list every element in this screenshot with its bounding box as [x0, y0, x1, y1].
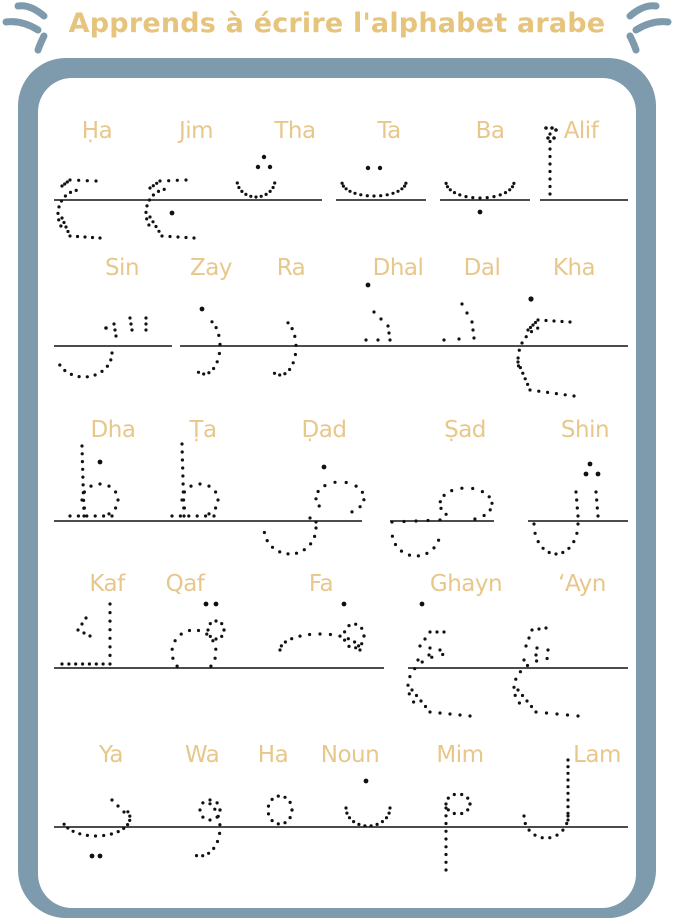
letter-label-dal: Dal — [463, 255, 501, 281]
traced-letter-noun — [344, 779, 391, 828]
letter-label-fa: Fa — [308, 571, 334, 597]
traced-letter-zay — [197, 307, 222, 376]
letter-label-qaf: Qaf — [165, 571, 205, 597]
letter-label-ya: Ya — [99, 742, 123, 768]
traced-letter-ayn — [512, 626, 579, 717]
letter-label-ra: Ra — [276, 255, 306, 281]
traced-letter-jim — [144, 178, 195, 239]
letter-label-ha: Ha — [257, 742, 289, 768]
letter-label-noun: Noun — [320, 742, 380, 768]
traced-letter-ra — [273, 321, 298, 376]
letter-label-mim: Mim — [436, 742, 484, 768]
traced-letter-ta-dot — [170, 442, 219, 517]
letter-label-sin: Sin — [104, 255, 140, 281]
letter-label-tha: Tha — [274, 118, 316, 144]
letter-label-jim: Jim — [178, 118, 214, 144]
traced-letter-dad — [263, 465, 366, 556]
page-title: Apprends à écrire l'alphabet arabe — [68, 8, 606, 39]
letter-label-alif: Alif — [563, 118, 599, 144]
letter-label-ayn: ʻAyn — [558, 571, 606, 597]
letter-label-lam: Lam — [573, 742, 621, 768]
traced-letter-sad — [390, 487, 493, 558]
traced-letter-fa — [278, 602, 365, 652]
traced-letter-tha — [236, 155, 277, 199]
traced-letter-ba — [445, 182, 516, 215]
traced-letter-ha-dot — [56, 178, 101, 239]
traced-letter-wa — [195, 798, 222, 857]
letter-label-ta: Ta — [377, 118, 401, 144]
letter-label-ghayn: Ghayn — [429, 571, 503, 597]
traced-letter-dha — [68, 444, 119, 517]
traced-letter-dhal — [364, 283, 391, 342]
traced-letter-ha — [267, 795, 294, 826]
traced-letter-mim — [444, 793, 471, 872]
traced-letter-dal — [442, 302, 475, 341]
letter-label-sad: Ṣad — [444, 417, 486, 443]
letter-label-dha: Dha — [90, 417, 136, 443]
letter-label-dhal: Dhal — [372, 255, 424, 281]
traced-letter-shin — [532, 462, 600, 556]
letter-label-ta-dot: Ṭa — [189, 417, 217, 443]
letter-label-kaf: Kaf — [89, 571, 125, 597]
traced-letter-ya — [63, 798, 132, 858]
letter-label-ba: Ba — [475, 118, 505, 144]
letter-label-kha: Kha — [552, 255, 596, 281]
letter-label-wa: Wa — [184, 742, 220, 768]
traced-letter-ghayn — [406, 602, 471, 718]
traced-letter-alif — [544, 126, 558, 195]
letter-label-dad: Ḍad — [301, 417, 347, 443]
traced-letter-kha — [516, 296, 575, 397]
traced-letter-ta — [341, 166, 408, 198]
traced-letter-sin — [58, 316, 147, 378]
traced-letter-kaf — [60, 602, 111, 665]
traced-letter-qaf — [171, 602, 226, 668]
letter-label-zay: Zay — [190, 255, 232, 281]
letter-label-ha-dot: Ḥa — [81, 118, 113, 144]
letter-label-shin: Shin — [560, 417, 610, 443]
